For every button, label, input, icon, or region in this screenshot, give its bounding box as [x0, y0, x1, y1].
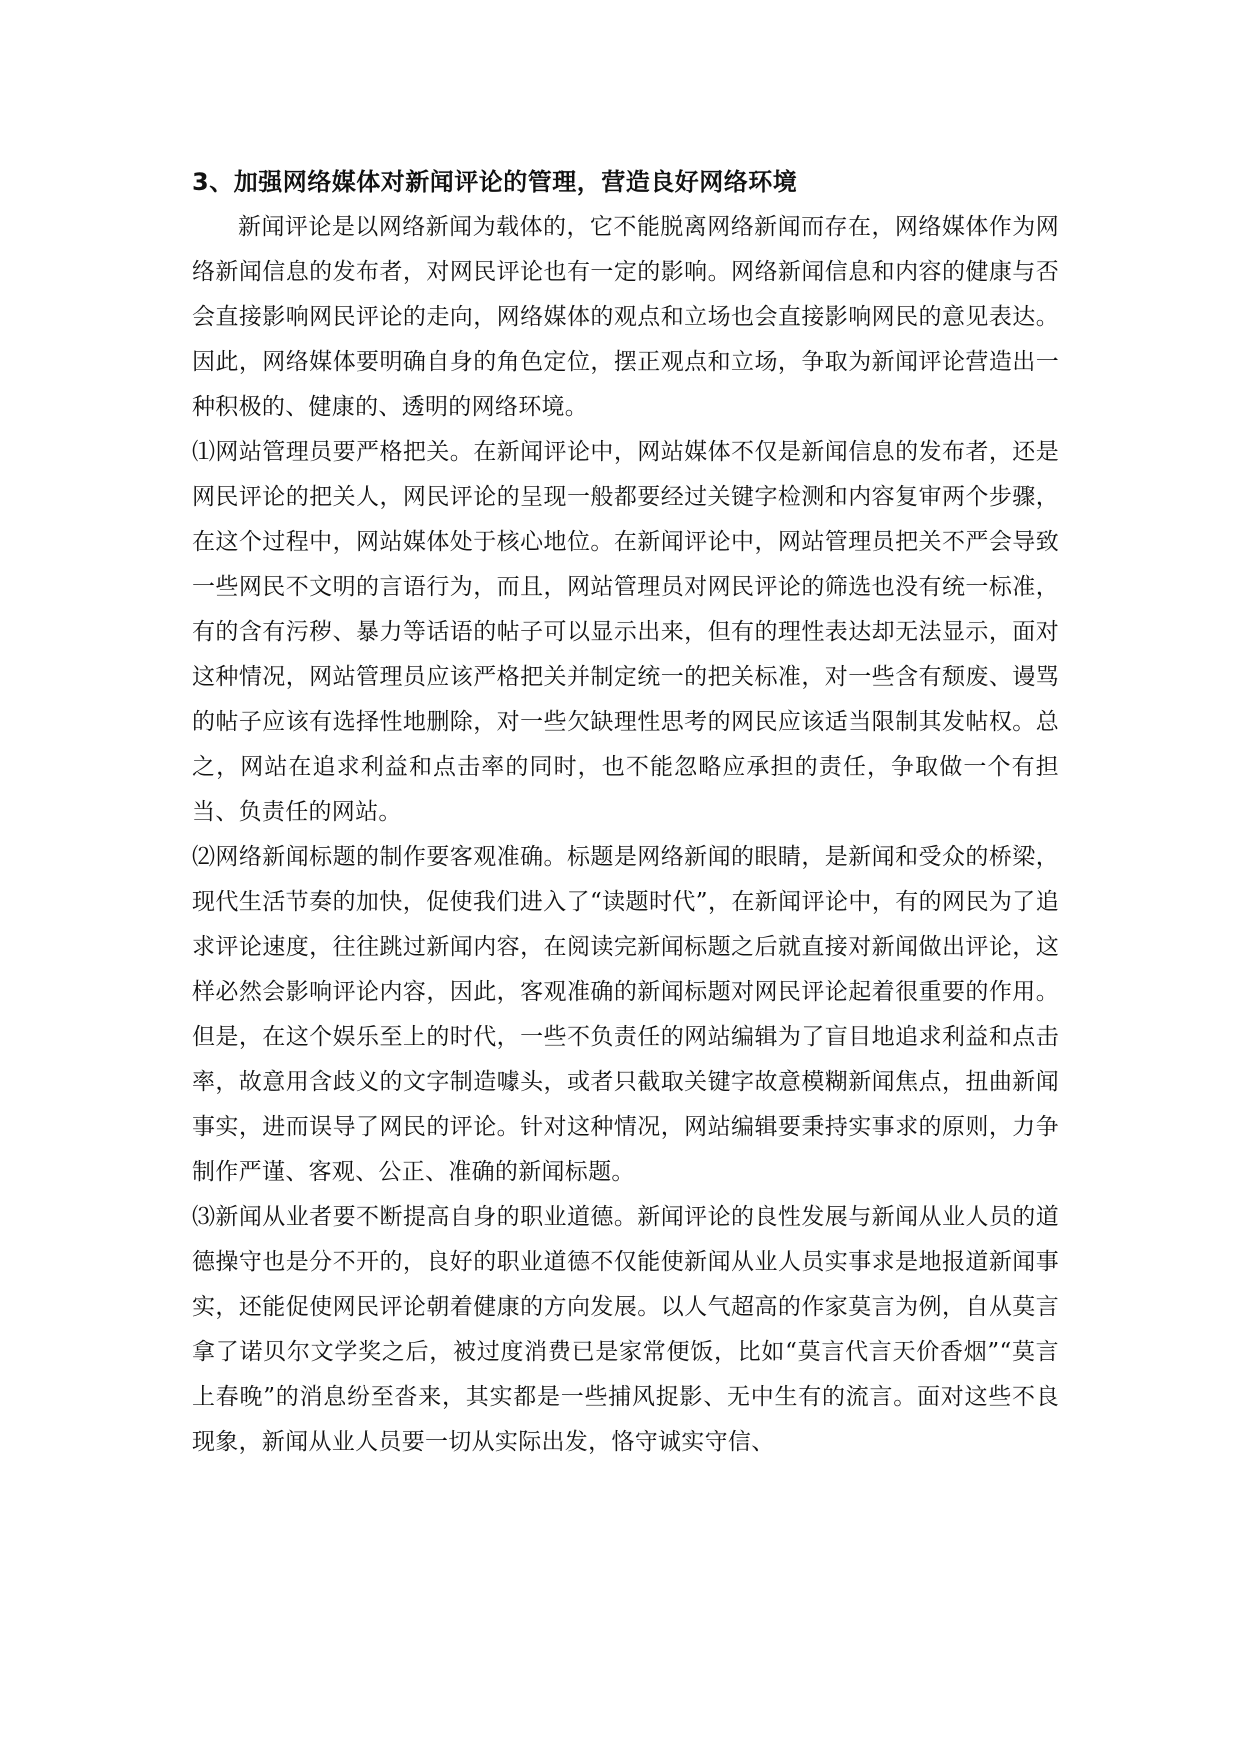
document-body — [192, 160, 1059, 1465]
point-1-paragraph: ⑴网站管理员要严格把关。在新闻评论中，网站媒体不仅是新闻信息的发布者，还是网民评论的把关人，网民评论的呈现一般都要经过关键字检测和内容复审两个步骤，在这个过程中，网站媒体处于核心地位。在新闻评论中，网站管理员把关不严会导致一些网民不文明的言语行为，而且，网站管理员对网民评论的筛选也没有统一标准，有的含有污秽、暴力等话语的帖子可以显示出来，但有的理性表达却无法显示，面对这种情况，网站管理员应该严格把关并制定统一的把关标准，对一些含有颓废、谩骂的帖子应该有选择性地删除，对一些欠缺理性思考的网民应该适当限制其发帖权。总之，网站在追求利益和点击率的同时，也不能忽略应承担的责任，争取做一个有担当、负责任的网站。 — [192, 439, 1059, 825]
point-2-paragraph: ⑵网络新闻标题的制作要客观准确。标题是网络新闻的眼睛，是新闻和受众的桥梁，现代生活节奏的加快，促使我们进入了“读题时代”，在新闻评论中，有的网民为了追求评论速度，往往跳过新闻内容，在阅读完新闻标题之后就直接对新闻做出评论，这样必然会影响评论内容，因此，客观准确的新闻标题对网民评论起着很重要的作用。但是，在这个娱乐至上的时代，一些不负责任的网站编辑为了盲目地追求利益和点击率，故意用含歧义的文字制造噱头，或者只截取关键字故意模糊新闻焦点，扭曲新闻事实，进而误导了网民的评论。针对这种情况，网站编辑要秉持实事求的原则，力争制作严谨、客观、公正、准确的新闻标题。 — [192, 844, 1059, 1185]
section-heading: 3、加强网络媒体对新闻评论的管理，营造良好网络环境 — [192, 168, 798, 196]
point-3-paragraph: ⑶新闻从业者要不断提高自身的职业道德。新闻评论的良性发展与新闻从业人员的道德操守也是分不开的，良好的职业道德不仅能使新闻从业人员实事求是地报道新闻事实，还能促使网民评论朝着健康的方向发展。以人气超高的作家莫言为例，自从莫言拿了诺贝尔文学奖之后，被过度消费已是家常便饭，比如“莫言代言天价香烟”“莫言上春晚”的消息纷至沓来，其实都是一些捕风捉影、无中生有的流言。面对这些不良现象，新闻从业人员要一切从实际出发，恪守诚实守信、 — [192, 1204, 1059, 1455]
intro-paragraph: 新闻评论是以网络新闻为载体的，它不能脱离网络新闻而存在，网络媒体作为网络新闻信息的发布者，对网民评论也有一定的影响。网络新闻信息和内容的健康与否会直接影响网民评论的走向，网络媒体的观点和立场也会直接影响网民的意见表达。因此，网络媒体要明确自身的角色定位，摆正观点和立场，争取为新闻评论营造出一种积极的、健康的、透明的网络环境。 — [192, 214, 1059, 420]
